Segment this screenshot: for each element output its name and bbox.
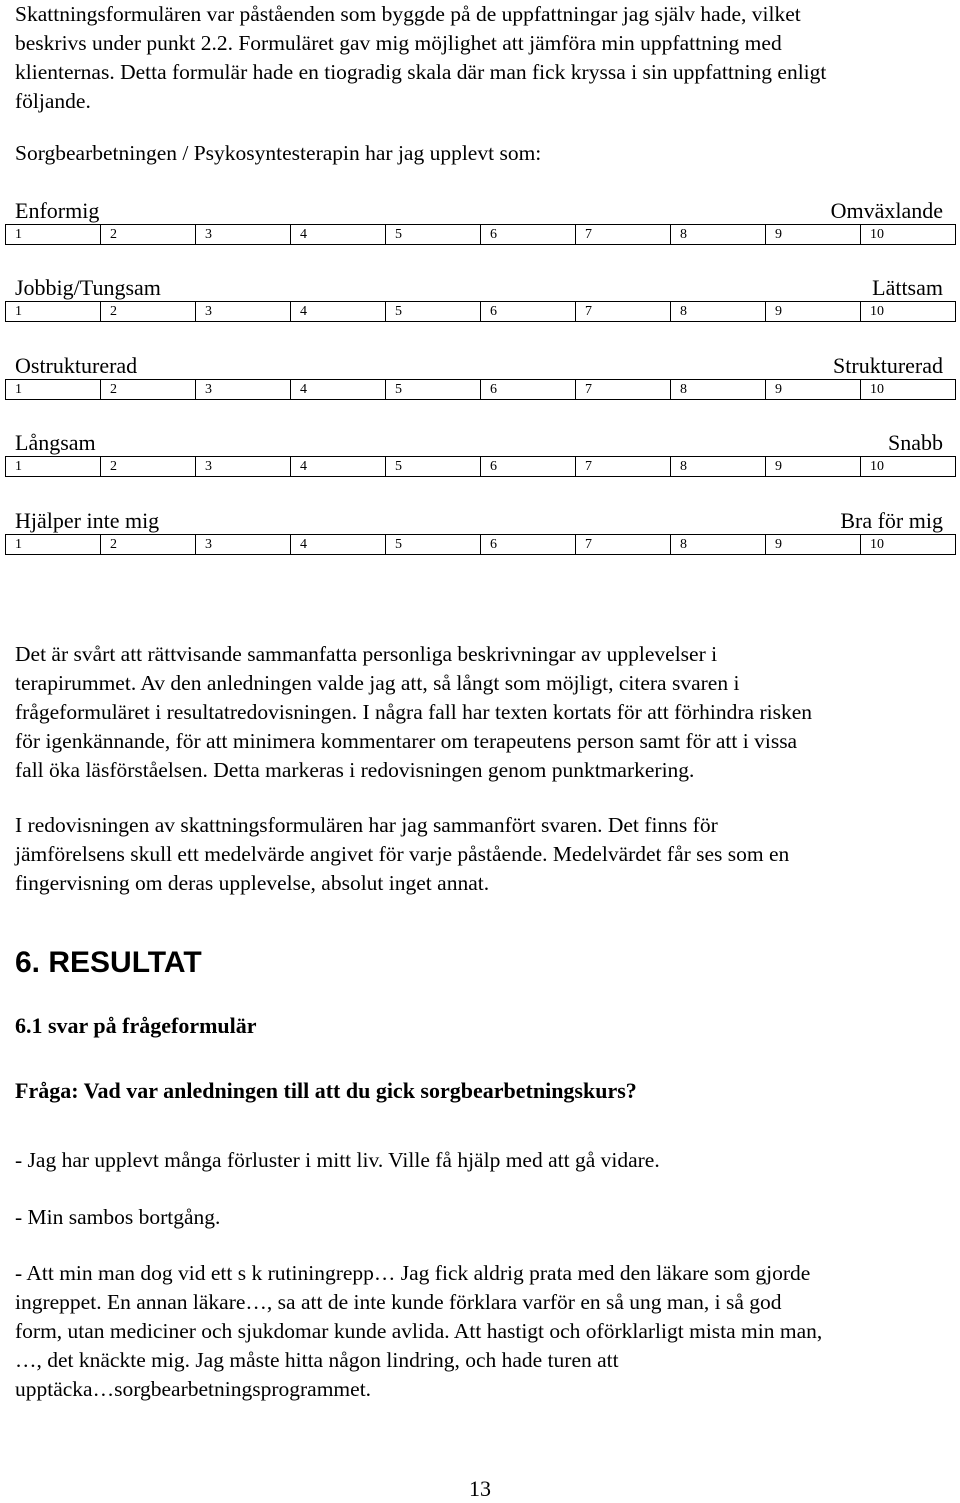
scale-cell[interactable]: 4 [291,225,386,245]
text-line: ingreppet. En annan läkare…, sa att de inte kunde förklara varför en så ung man, i så god [15,1290,782,1314]
form-heading [15,139,950,168]
text-line: Det är svårt att rättvisande sammanfatta personliga beskrivningar av upplevelser i [15,642,718,666]
scale-cell[interactable]: 4 [291,302,386,322]
intro-paragraph [15,0,950,116]
scale-cell[interactable]: 1 [6,302,101,322]
scale-cell[interactable]: 8 [671,302,766,322]
scale-right-label: Bra för mig [840,508,943,533]
scale-cell[interactable]: 8 [671,457,766,477]
question-heading: Fråga: Vad var anledningen till att du gick sorgbearbetningskurs? [15,1078,637,1103]
scale-cell[interactable]: 2 [101,302,196,322]
scale-cell[interactable]: 1 [6,457,101,477]
scale-cell[interactable]: 9 [766,225,861,245]
scale-cell[interactable]: 9 [766,457,861,477]
form-heading-text: Sorgbearbetningen / Psykosyntesterapin har jag upplevt som: [15,141,542,165]
scale-labels-jobbig [15,275,943,301]
scale-cell[interactable]: 7 [576,535,671,555]
scale-cell[interactable]: 7 [576,380,671,400]
scale-cell[interactable]: 3 [196,457,291,477]
text-line: form, utan mediciner och sjukdomar kunde avlida. Att hastigt och oförklarligt mista min man, [15,1319,823,1343]
rating-scale-table [5,379,956,400]
rating-scale-table [5,301,956,322]
scale-left-label: Enformig [15,198,100,223]
scale-cell[interactable]: 2 [101,457,196,477]
scale-cell[interactable]: 1 [6,225,101,245]
scale-right-label: Lättsam [872,275,943,300]
scale-labels-ostrukturerad [15,353,943,379]
scale-left-label: Hjälper inte mig [15,508,160,533]
scale-cell[interactable]: 1 [6,380,101,400]
rating-scale-table [5,534,956,555]
scale-cell[interactable]: 6 [481,302,576,322]
scale-cell[interactable]: 1 [6,535,101,555]
summary-paragraph [15,811,950,898]
scale-cell[interactable]: 2 [101,380,196,400]
rating-scale-table [5,456,956,477]
scale-cell[interactable]: 4 [291,535,386,555]
rating-scale-table [5,224,956,245]
page-number: 13 [469,1476,491,1501]
scale-cell[interactable]: 10 [861,380,956,400]
text-line: Skattningsformulären var påståenden som byggde på de uppfattningar jag själv hade, vilket [15,2,801,26]
scale-right-label: Omväxlande [830,198,943,223]
scale-cell[interactable]: 3 [196,302,291,322]
scale-cell[interactable]: 9 [766,380,861,400]
method-paragraph [15,640,950,785]
scale-left-label: Ostrukturerad [15,353,138,378]
scale-cell[interactable]: 8 [671,535,766,555]
scale-cell[interactable]: 5 [386,225,481,245]
scale-left-label: Långsam [15,430,96,455]
scale-cell[interactable]: 4 [291,457,386,477]
scale-cell[interactable]: 10 [861,302,956,322]
text-line: frågeformuläret i resultatredovisningen. I några fall har texten kortats för att förhindra risken [15,700,812,724]
section-title: 6. RESULTAT [15,946,202,979]
scale-cell[interactable]: 5 [386,535,481,555]
scale-cell[interactable]: 5 [386,457,481,477]
scale-labels-langsam [15,430,943,456]
answer-item [15,1146,950,1175]
text-line: för igenkännande, för att minimera kommentarer om terapeutens person samt för att i vissa [15,729,798,753]
scale-cell[interactable]: 9 [766,302,861,322]
text-line: terapirummet. Av den anledningen valde jag att, så långt som möjligt, citera svaren i [15,671,740,695]
scale-cell[interactable]: 7 [576,457,671,477]
scale-cell[interactable]: 8 [671,225,766,245]
text-line: - Min sambos bortgång. [15,1205,221,1229]
scale-cell[interactable]: 3 [196,535,291,555]
scale-cell[interactable]: 6 [481,380,576,400]
text-line: klienternas. Detta formulär hade en tiogradig skala där man fick kryssa i sin uppfattning enligt [15,60,827,84]
scale-cell[interactable]: 4 [291,380,386,400]
scale-cell[interactable]: 7 [576,302,671,322]
scale-labels-hjalper [15,508,943,534]
text-line: jämförelsens skull ett medelvärde angivet för varje påstående. Medelvärdet får ses som en [15,842,790,866]
answer-item [15,1259,950,1404]
scale-cell[interactable]: 3 [196,225,291,245]
scale-cell[interactable]: 10 [861,457,956,477]
scale-left-label: Jobbig/Tungsam [15,275,161,300]
text-line: upptäcka…sorgbearbetningsprogrammet. [15,1377,372,1401]
scale-right-label: Strukturerad [833,353,943,378]
answer-item [15,1203,950,1232]
text-line: …, det knäckte mig. Jag måste hitta någon lindring, och hade turen att [15,1348,619,1372]
scale-cell[interactable]: 10 [861,225,956,245]
scale-cell[interactable]: 6 [481,535,576,555]
text-line: I redovisningen av skattningsformulären har jag sammanfört svaren. Det finns för [15,813,718,837]
scale-cell[interactable]: 6 [481,225,576,245]
text-line: fall öka läsförståelsen. Detta markeras i redovisningen genom punktmarkering. [15,758,695,782]
scale-cell[interactable]: 8 [671,380,766,400]
scale-labels-enformig [15,198,943,224]
scale-cell[interactable]: 5 [386,380,481,400]
text-line: - Att min man dog vid ett s k rutiningrepp… Jag fick aldrig prata med den läkare som gjorde [15,1261,811,1285]
text-line: följande. [15,89,91,113]
scale-cell[interactable]: 5 [386,302,481,322]
subsection-title: 6.1 svar på frågeformulär [15,1013,257,1038]
scale-cell[interactable]: 2 [101,225,196,245]
scale-cell[interactable]: 10 [861,535,956,555]
scale-cell[interactable]: 6 [481,457,576,477]
text-line: - Jag har upplevt många förluster i mitt liv. Ville få hjälp med att gå vidare. [15,1148,660,1172]
scale-cell[interactable]: 3 [196,380,291,400]
scale-right-label: Snabb [888,430,943,455]
text-line: beskrivs under punkt 2.2. Formuläret gav mig möjlighet att jämföra min uppfattning med [15,31,782,55]
scale-cell[interactable]: 9 [766,535,861,555]
scale-cell[interactable]: 7 [576,225,671,245]
scale-cell[interactable]: 2 [101,535,196,555]
text-line: fingervisning om deras upplevelse, absolut inget annat. [15,871,490,895]
